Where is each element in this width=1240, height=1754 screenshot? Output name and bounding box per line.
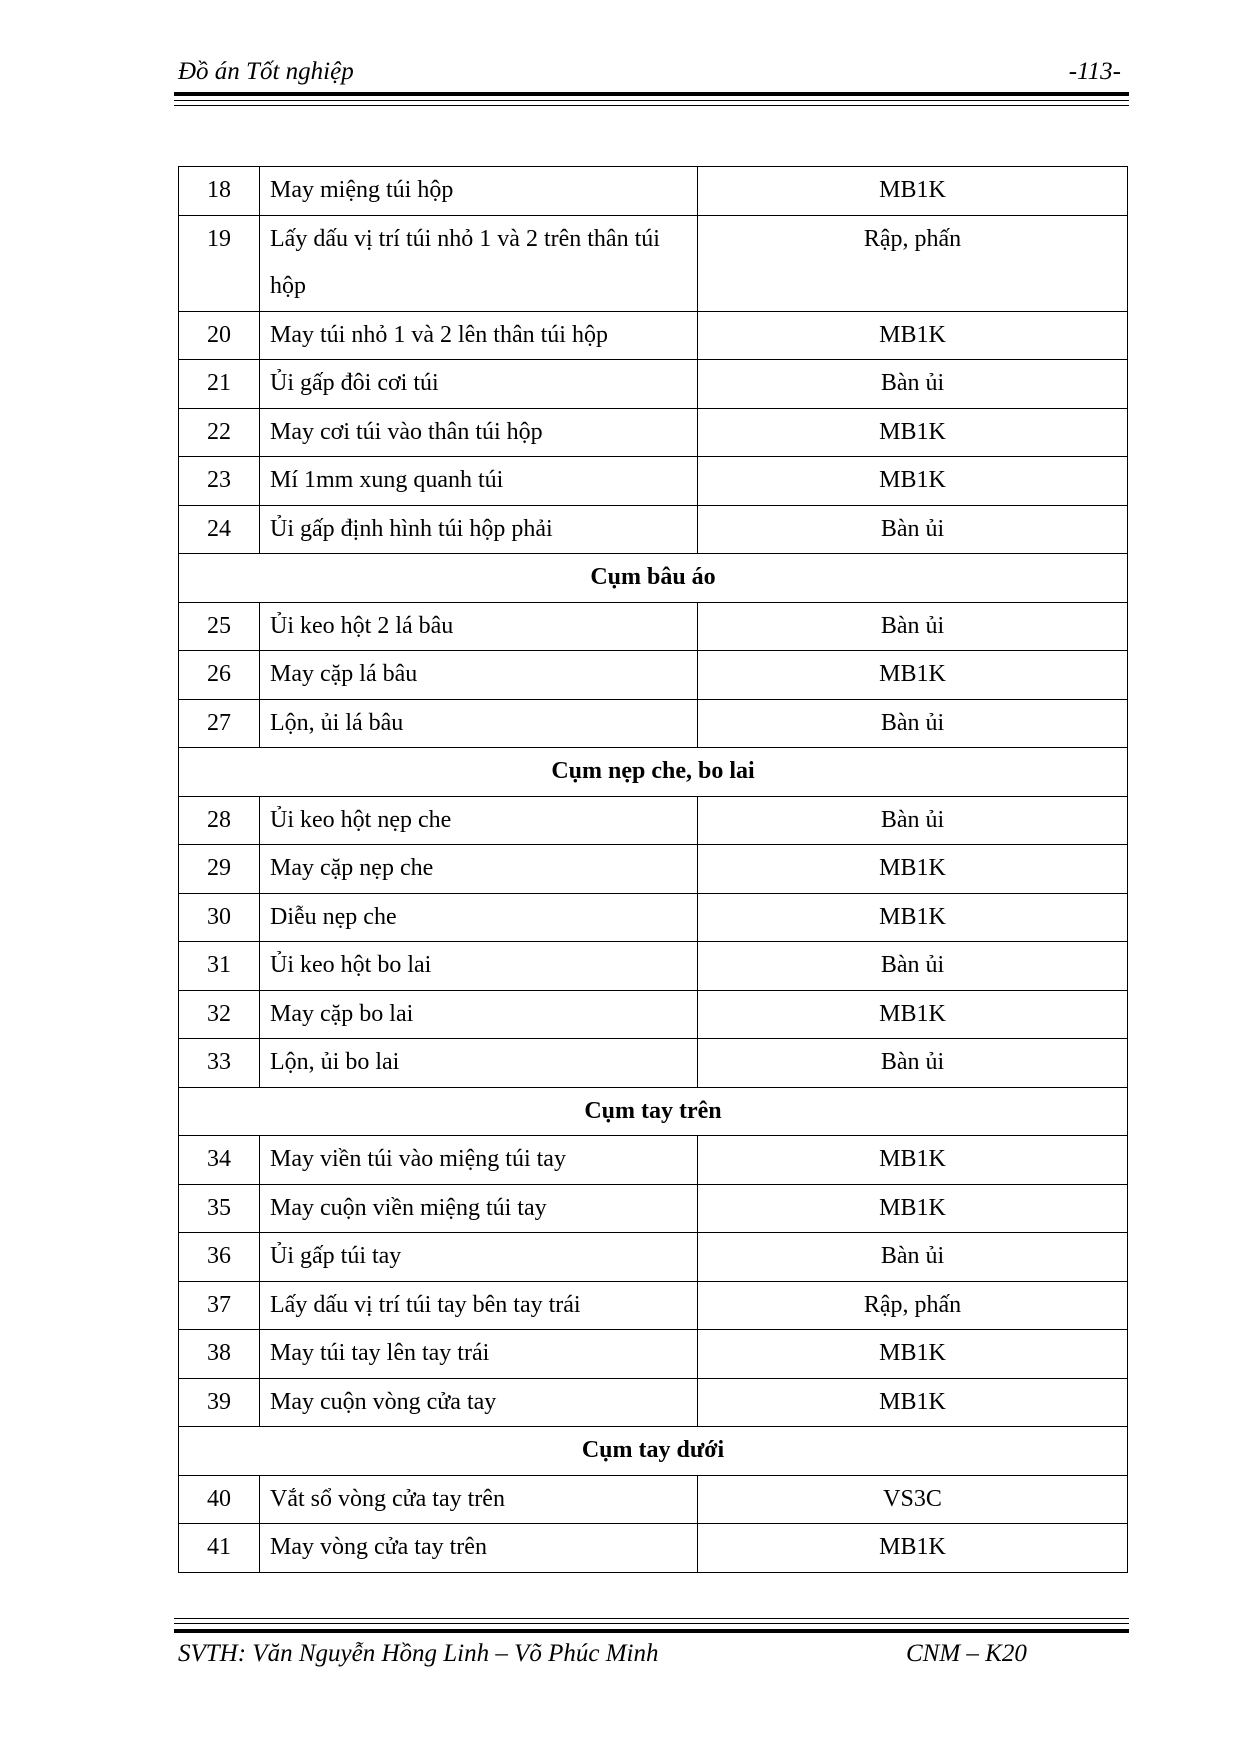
- table-row: [179, 699, 1128, 748]
- step-number: 23: [179, 457, 260, 506]
- equipment: MB1K: [698, 1330, 1128, 1379]
- equipment: Rập, phấn: [698, 215, 1128, 311]
- table-row: [179, 893, 1128, 942]
- table-row: [179, 602, 1128, 651]
- equipment: Bàn ủi: [698, 796, 1128, 845]
- equipment: MB1K: [698, 167, 1128, 216]
- table-row: [179, 1233, 1128, 1282]
- table-row: [179, 167, 1128, 216]
- operations-table-body: [179, 167, 1128, 1573]
- table-row: [179, 942, 1128, 991]
- footer-rule-thick: [174, 1629, 1129, 1633]
- equipment: Bàn ủi: [698, 1233, 1128, 1282]
- operation-name: May viền túi vào miệng túi tay: [260, 1136, 698, 1185]
- operation-name: May túi nhỏ 1 và 2 lên thân túi hộp: [260, 311, 698, 360]
- step-number: 21: [179, 360, 260, 409]
- step-number: 20: [179, 311, 260, 360]
- step-number: 38: [179, 1330, 260, 1379]
- step-number: 35: [179, 1184, 260, 1233]
- group-label: Cụm tay dưới: [179, 1427, 1128, 1476]
- equipment: VS3C: [698, 1475, 1128, 1524]
- operation-name: Ủi keo hột bo lai: [260, 942, 698, 991]
- equipment: MB1K: [698, 311, 1128, 360]
- operation-name: May cặp lá bâu: [260, 651, 698, 700]
- step-number: 22: [179, 408, 260, 457]
- step-number: 34: [179, 1136, 260, 1185]
- operation-name: Ủi keo hột nẹp che: [260, 796, 698, 845]
- group-label: Cụm tay trên: [179, 1087, 1128, 1136]
- table-row: [179, 408, 1128, 457]
- operation-name: Diễu nẹp che: [260, 893, 698, 942]
- table-row: [179, 1475, 1128, 1524]
- equipment: MB1K: [698, 1184, 1128, 1233]
- step-number: 25: [179, 602, 260, 651]
- table-row: [179, 311, 1128, 360]
- equipment: MB1K: [698, 457, 1128, 506]
- operation-name: May vòng cửa tay trên: [260, 1524, 698, 1573]
- operation-name: May cơi túi vào thân túi hộp: [260, 408, 698, 457]
- page-footer: [174, 1640, 1129, 1680]
- operation-name: Vắt sổ vòng cửa tay trên: [260, 1475, 698, 1524]
- step-number: 18: [179, 167, 260, 216]
- step-number: 41: [179, 1524, 260, 1573]
- equipment: MB1K: [698, 990, 1128, 1039]
- step-number: 26: [179, 651, 260, 700]
- operation-name: May cuộn viền miệng túi tay: [260, 1184, 698, 1233]
- equipment: MB1K: [698, 1378, 1128, 1427]
- header-rule-thin: [174, 100, 1129, 101]
- step-number: 40: [179, 1475, 260, 1524]
- equipment: Bàn ủi: [698, 699, 1128, 748]
- table-row: [179, 1281, 1128, 1330]
- operation-name: Lộn, ủi bo lai: [260, 1039, 698, 1088]
- table-row: [179, 651, 1128, 700]
- group-header-row: [179, 554, 1128, 603]
- step-number: 37: [179, 1281, 260, 1330]
- page-number: -113-: [1068, 58, 1121, 85]
- table-row: [179, 360, 1128, 409]
- operation-name: May cặp nẹp che: [260, 845, 698, 894]
- step-number: 32: [179, 990, 260, 1039]
- document-title: Đồ án Tốt nghiệp: [178, 58, 354, 85]
- operation-name: Mí 1mm xung quanh túi: [260, 457, 698, 506]
- equipment: Bàn ủi: [698, 1039, 1128, 1088]
- operations-table: [178, 166, 1128, 1573]
- table-row: [179, 1136, 1128, 1185]
- operation-name: May miệng túi hộp: [260, 167, 698, 216]
- page-header: [174, 52, 1129, 92]
- group-label: Cụm bâu áo: [179, 554, 1128, 603]
- operation-name: Ủi gấp túi tay: [260, 1233, 698, 1282]
- equipment: Bàn ủi: [698, 602, 1128, 651]
- group-header-row: [179, 748, 1128, 797]
- table-row: [179, 1524, 1128, 1573]
- table-row: [179, 1039, 1128, 1088]
- table-row: [179, 1378, 1128, 1427]
- table-row: [179, 457, 1128, 506]
- table-row: [179, 796, 1128, 845]
- operation-name: May cuộn vòng cửa tay: [260, 1378, 698, 1427]
- step-number: 31: [179, 942, 260, 991]
- table-row: [179, 845, 1128, 894]
- footer-rule-thin: [174, 1618, 1129, 1619]
- table-row: [179, 1184, 1128, 1233]
- footer-authors: SVTH: Văn Nguyễn Hồng Linh – Võ Phúc Minh: [178, 1640, 659, 1667]
- step-number: 29: [179, 845, 260, 894]
- table-row: [179, 1330, 1128, 1379]
- step-number: 33: [179, 1039, 260, 1088]
- equipment: Bàn ủi: [698, 505, 1128, 554]
- step-number: 30: [179, 893, 260, 942]
- group-header-row: [179, 1427, 1128, 1476]
- group-label: Cụm nẹp che, bo lai: [179, 748, 1128, 797]
- equipment: MB1K: [698, 651, 1128, 700]
- equipment: MB1K: [698, 893, 1128, 942]
- footer-class: CNM – K20: [906, 1640, 1027, 1667]
- table-row: [179, 990, 1128, 1039]
- step-number: 19: [179, 215, 260, 311]
- operation-name: Ủi gấp định hình túi hộp phải: [260, 505, 698, 554]
- table-row: [179, 505, 1128, 554]
- step-number: 27: [179, 699, 260, 748]
- operation-name: Ủi keo hột 2 lá bâu: [260, 602, 698, 651]
- equipment: MB1K: [698, 1136, 1128, 1185]
- step-number: 36: [179, 1233, 260, 1282]
- operation-name: May cặp bo lai: [260, 990, 698, 1039]
- equipment: MB1K: [698, 408, 1128, 457]
- step-number: 28: [179, 796, 260, 845]
- equipment: Bàn ủi: [698, 360, 1128, 409]
- operation-name: Lộn, ủi lá bâu: [260, 699, 698, 748]
- operation-name: Lấy dấu vị trí túi nhỏ 1 và 2 trên thân túi hộp: [260, 215, 698, 311]
- equipment: Rập, phấn: [698, 1281, 1128, 1330]
- group-header-row: [179, 1087, 1128, 1136]
- header-rule-thin: [174, 105, 1129, 106]
- equipment: MB1K: [698, 845, 1128, 894]
- operation-name: May túi tay lên tay trái: [260, 1330, 698, 1379]
- step-number: 24: [179, 505, 260, 554]
- table-row: [179, 215, 1128, 311]
- operation-name: Ủi gấp đôi cơi túi: [260, 360, 698, 409]
- header-rule-thick: [174, 92, 1129, 96]
- footer-rule-thin: [174, 1623, 1129, 1624]
- operation-name: Lấy dấu vị trí túi tay bên tay trái: [260, 1281, 698, 1330]
- equipment: MB1K: [698, 1524, 1128, 1573]
- step-number: 39: [179, 1378, 260, 1427]
- equipment: Bàn ủi: [698, 942, 1128, 991]
